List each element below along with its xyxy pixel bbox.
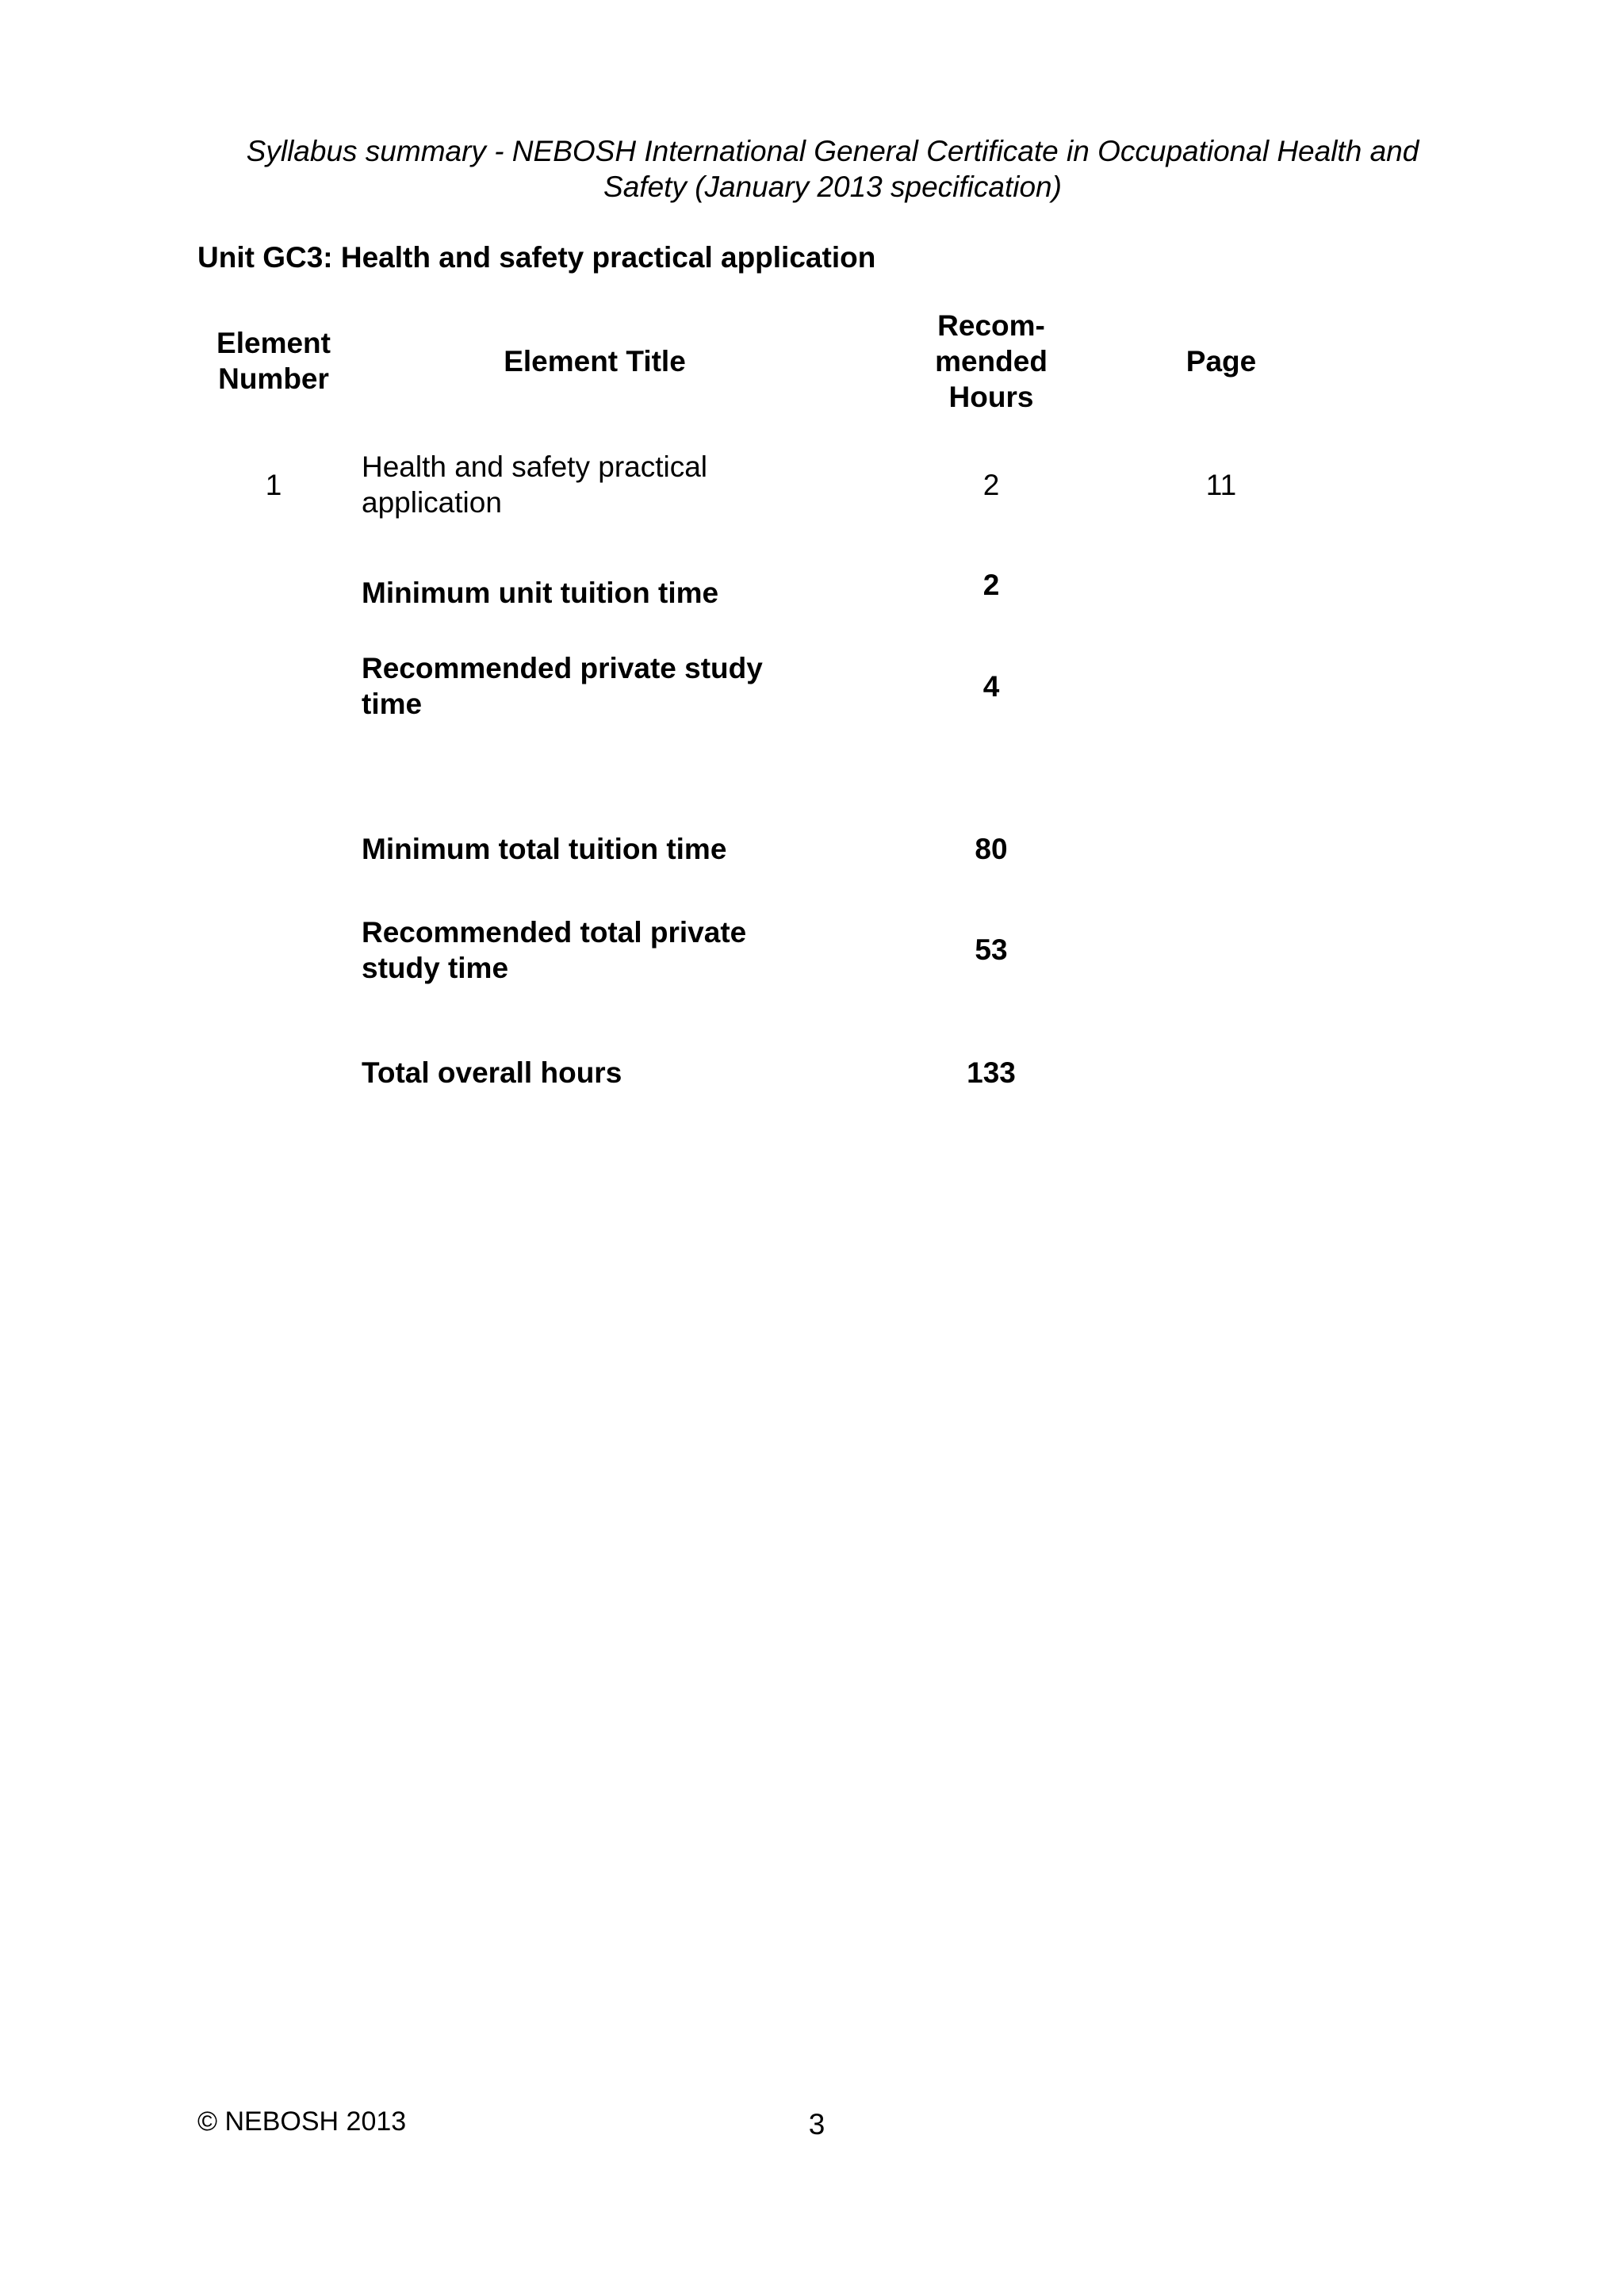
column-header-recommended-hours: Recom- mended Hours: [935, 309, 1048, 413]
recommended-total-private-study-label: Recommended total private study time: [362, 916, 747, 984]
footer-page-number: 3: [808, 2108, 825, 2141]
header-line-1: Syllabus summary - NEBOSH International General Certificate in Occupational Health and: [246, 135, 1419, 167]
minimum-total-tuition-label: Minimum total tuition time: [362, 833, 727, 865]
recommended-private-study-label: Recommended private study time: [362, 652, 763, 720]
minimum-unit-tuition-label: Minimum unit tuition time: [362, 577, 719, 609]
element-number: 1: [265, 469, 282, 501]
footer-copyright: © NEBOSH 2013: [197, 2106, 407, 2137]
recommended-total-private-study-value: 53: [975, 933, 1008, 966]
minimum-total-tuition-value: 80: [975, 833, 1008, 865]
total-overall-hours-label: Total overall hours: [362, 1056, 622, 1089]
header-line-2: Safety (January 2013 specification): [603, 171, 1062, 203]
column-header-element-title: Element Title: [504, 345, 686, 378]
element-title: Health and safety practical application: [362, 450, 708, 519]
recommended-private-study-value: 4: [982, 670, 1000, 703]
minimum-unit-tuition-value: 2: [982, 569, 1000, 601]
document-header: [190, 133, 1475, 205]
total-overall-hours-value: 133: [967, 1056, 1016, 1089]
element-page: 11: [1205, 469, 1237, 501]
element-hours: 2: [982, 469, 1000, 501]
column-header-element-number: Element Number: [216, 327, 331, 395]
column-header-page: Page: [1185, 345, 1257, 378]
unit-title: Unit GC3: Health and safety practical application: [197, 241, 876, 274]
